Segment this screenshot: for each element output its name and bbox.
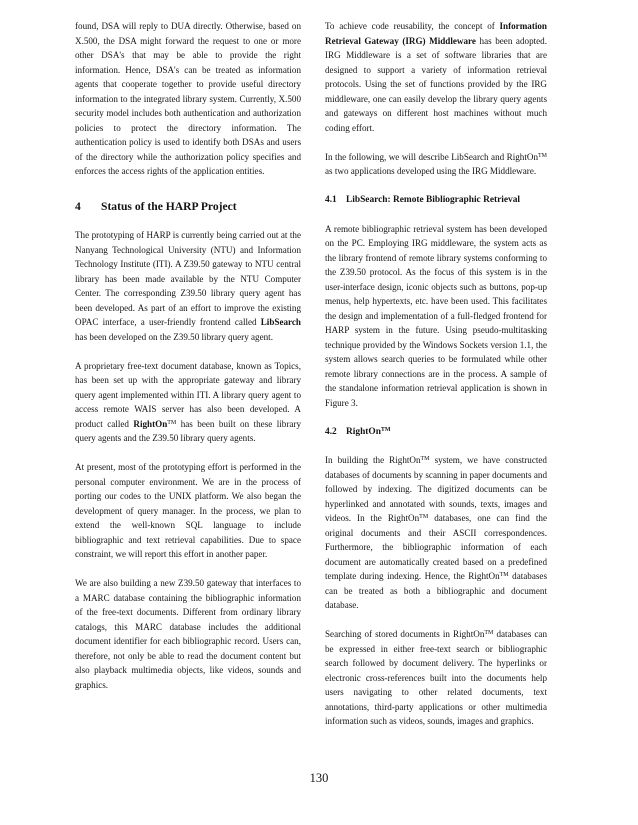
trademark-sup: TM <box>484 630 494 636</box>
bold-term-libsearch: LibSearch <box>260 317 301 327</box>
text-run: has been developed on the Z39.50 library query agent. <box>75 331 273 342</box>
trademark-sup: TM <box>420 456 430 462</box>
bold-term-righton: RightOn <box>133 418 168 429</box>
text-run: has been adopted. IRG Middleware is a set of software libraries that are designed to support a variety of information retrieval protocols. Using the set of functions provided by the IRG middleware, one can easily develop the library query agents and gateways on different host machines without much coding effort. <box>325 35 547 133</box>
right-column <box>325 19 547 729</box>
paragraph-irg <box>325 19 547 135</box>
text-run: databases, one can find the original documents and their ASCII correspondences. Furthermore, the bibliographic information of each document are automatically created based on a predefined template during indexing. Hence, the RightOn <box>325 513 547 581</box>
text-run: databases can be expressed in either free-text search or bibliographic search followed by document delivery. The hyperlinks or electronic cross-references built into the documents help users navigating to other related documents, text annotations, third-party applications or other multimedia information such as videos, sounds, images and graphics. <box>325 629 548 726</box>
paragraph-following <box>325 150 547 179</box>
text-run: has been built on these library query agents and the Z39.50 library query agents. <box>75 418 301 443</box>
text-run: A proprietary free-text document database, known as Topics, has been set up with the appropriate gateway and library query agent implemented within ITI. A library query agent to access remote WAIS server has also been developed. A product called <box>75 360 301 429</box>
text-run: The prototyping of HARP is currently being carried out at the Nanyang Technological University (NTU) and Information Technology Institute (ITI). A Z39.50 gateway to NTU central library has been made available by the NTU Computer Center. The corresponding Z39.50 library query agent has been developed. As part of an effort to improve the existing OPAC interface, a user-friendly frontend called <box>75 230 301 327</box>
text-run: databases can be treated as both a bibliographic and document database. <box>325 571 547 610</box>
section-4-2-heading <box>325 425 547 439</box>
trademark-sup: TM <box>499 572 509 578</box>
paragraph-topics <box>75 359 301 446</box>
section-4-heading <box>75 200 301 214</box>
section-number: 4 <box>75 199 81 213</box>
paragraph-present: At present, most of the prototyping effort is performed in the personal computer environment. We are in the process of porting our codes to the UNIX platform. We also began the development of query manager. In the process, we plan to extend the well-known SQL language to include bibliographic and text retrieval capabilities. Due to space constraint, we will report this effort in another paper. <box>75 462 301 559</box>
subsection-number: 4.2 <box>325 426 337 437</box>
text-run: as two applications developed using the IRG Middleware. <box>325 166 537 176</box>
text-run: To achieve code reusability, the concept of <box>325 21 500 31</box>
page-number: 130 <box>309 771 329 785</box>
text-run: system, we have constructed databases of documents by scanning in paper documents and followed by indexing. The digitized documents can be hyperlinked and annotated with sounds, texts, images and videos. In the RightOn <box>325 455 547 523</box>
trademark-sup: TM <box>167 419 177 426</box>
trademark-sup: TM <box>419 514 429 520</box>
section-4-1-heading <box>325 193 547 207</box>
text-run: In the following, we will describe LibSearch and RightOn <box>325 151 538 162</box>
left-column <box>75 19 301 692</box>
paragraph-building <box>325 453 547 613</box>
paragraph-searching <box>325 627 547 729</box>
subsection-title: LibSearch: Remote Bibliographic Retrieval <box>346 195 521 205</box>
paragraph-libsearch: A remote bibliographic retrieval system has been developed on the PC. Employing IRG middleware, the system acts as the library frontend of remote library systems conforming to the Z39.50 protocol. As the focus of this system is in the user-interface design, iconic objects such as buttons, pop-up menus, help hypertexts, etc. have been used. This facilitates the design and implementation of a full-fledged frontend for HARP system in the future. Using pseudo-multitasking technique provided by the Windows Sockets version 1.1, the system allows search queries to be formulated while other remote library connections are in the process. A sample of the standalone information retrieval application is shown in Figure 3. <box>325 223 547 408</box>
trademark-sup: TM <box>538 152 547 159</box>
paragraph-prototyping <box>75 228 301 344</box>
text-run: In building the RightOn <box>325 455 421 465</box>
paragraph-marc: We are also building a new Z39.50 gateway that interfaces to a MARC database containing the bibliographic information of the free-text documents. Different from ordinary library catalogs, this MARC database includes the additional document identifier for each bibliographic record. Users can, therefore, not only be able to read the document content but also playback multimedia objects, like videos, sounds and graphics. <box>75 578 301 690</box>
text-run: Searching of stored documents in RightOn <box>325 629 485 639</box>
paragraph-dsa: found, DSA will reply to DUA directly. Otherwise, based on X.500, the DSA might forward the request to one or more other DSA's that may be able to provide the right information. Hence, DSA's can be treated as information agents that cooperate together to provide useful directory information to the integrated library system. Currently, X.500 security model includes both authentication and authorization policies to protect the directory information. The authentication policy is used to identify both DSAs and users of the directory while the authorization policy specifies and enforces the access rights of the application entities. <box>75 21 301 176</box>
bold-term-irg: Information Retrieval Gateway (IRG) Middleware <box>325 21 547 46</box>
subsection-title: RightOn <box>346 426 381 437</box>
trademark-sup: TM <box>380 426 391 433</box>
subsection-number: 4.1 <box>325 195 337 205</box>
section-title: Status of the HARP Project <box>101 199 237 213</box>
